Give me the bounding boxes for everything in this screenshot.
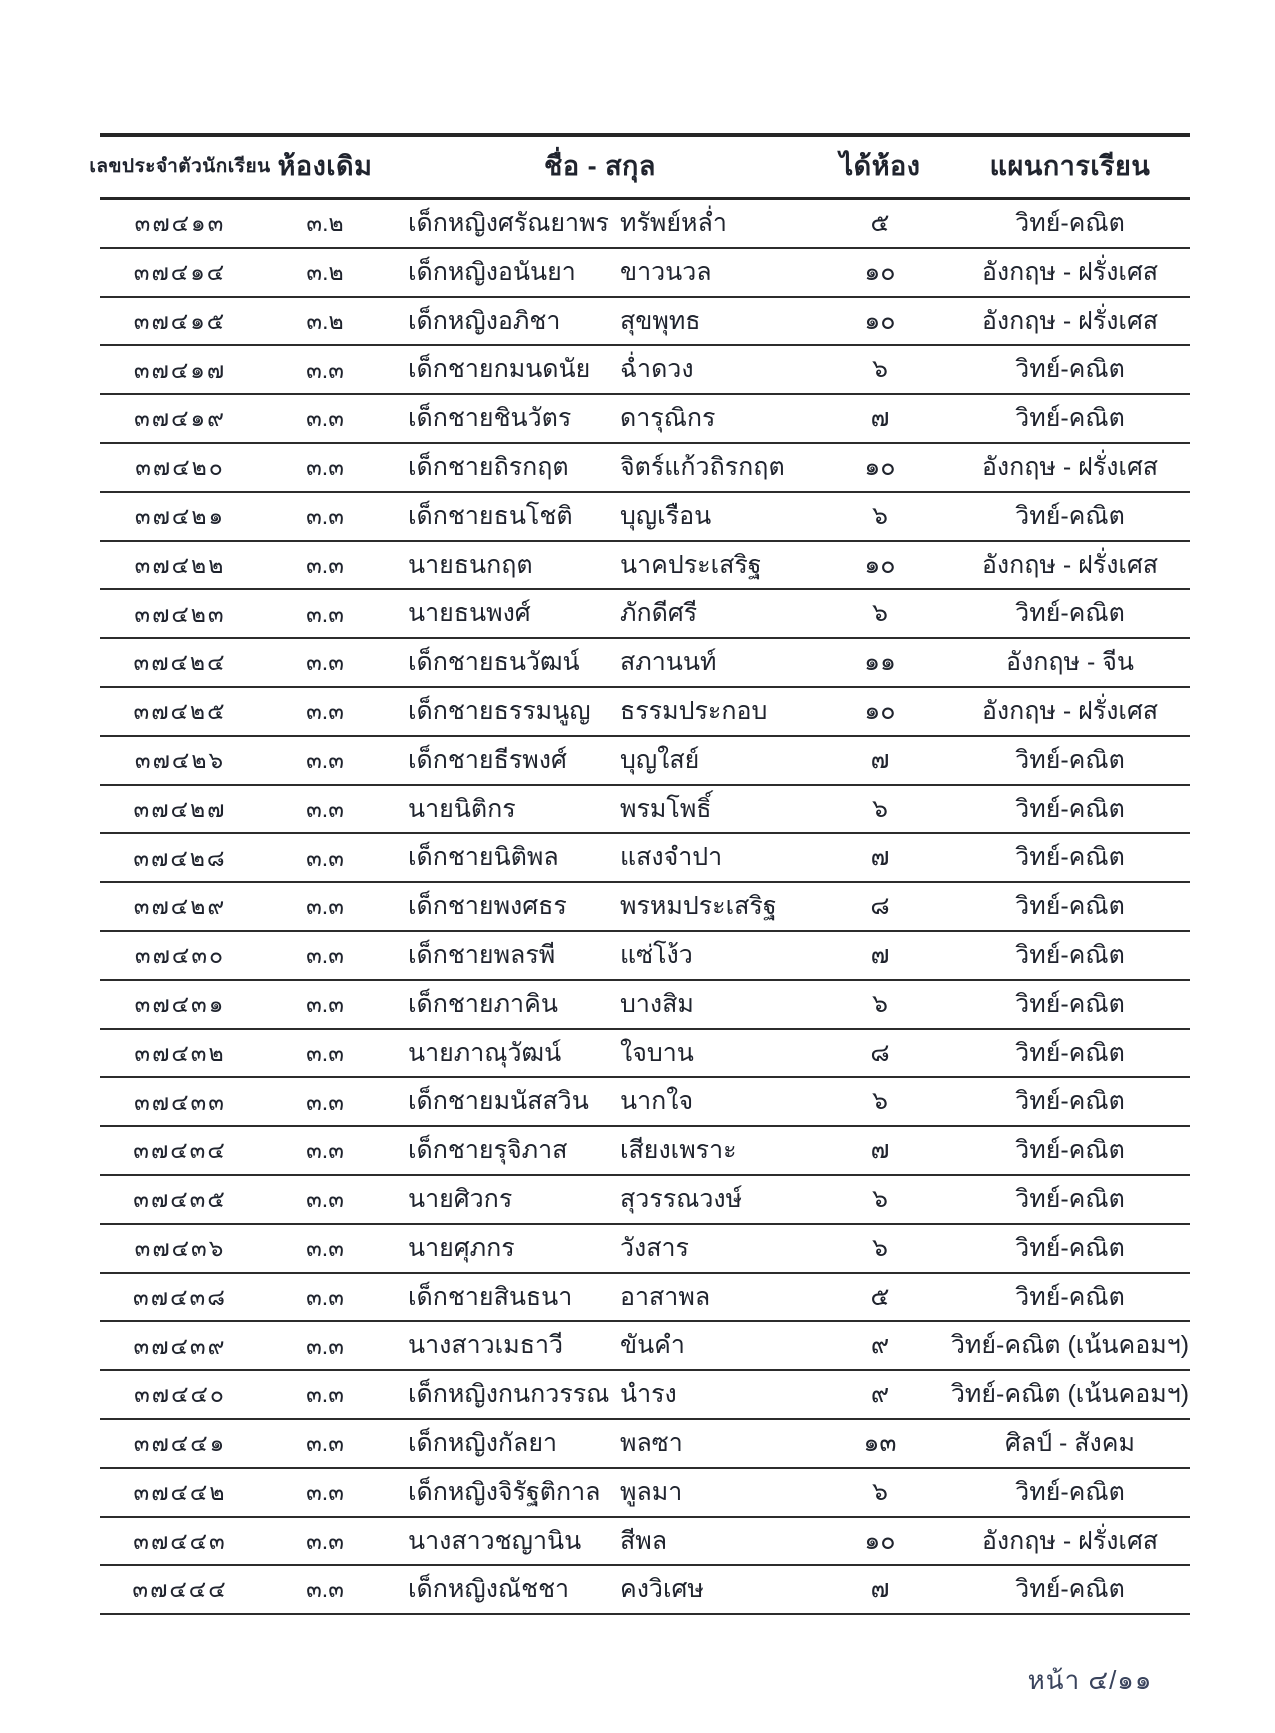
old-room-cell: ๓.๓ [306,1137,344,1164]
study-plan-cell: วิทย์-คณิต [1015,843,1125,872]
study-plan-cell: ศิลป์ - สังคม [1005,1428,1135,1457]
student-id-cell: ๓๗๔๒๔ [133,649,227,676]
old-room-cell: ๓.๓ [306,1430,344,1457]
table-header-row [89,137,1190,200]
table-row [100,737,1190,786]
table-row [100,1371,1190,1420]
last-name-cell: บางสิม [620,989,694,1018]
student-id-cell: ๓๗๔๑๓ [134,210,226,237]
student-id-cell: ๓๗๔๓๖ [134,1234,226,1261]
old-room-cell: ๓.๓ [306,698,344,725]
assigned-room-cell: ๑๐ [864,696,896,725]
first-name-cell: เด็กชายถิรกฤต [408,453,569,481]
study-plan-cell: วิทย์-คณิต [1015,1575,1125,1604]
old-room-cell: ๓.๓ [306,1039,344,1066]
study-plan-cell: วิทย์-คณิต [1015,355,1125,384]
table-row [100,542,1190,591]
student-id-cell: ๓๗๔๔๐ [134,1381,226,1408]
last-name-cell: นำรง [620,1380,677,1409]
assigned-room-cell: ๕ [870,209,890,238]
last-name-cell: แสงจำปา [620,843,723,872]
study-plan-cell: อังกฤษ - ฝรั่งเศส [981,550,1159,579]
old-room-cell: ๓.๓ [306,990,344,1017]
header-assigned-room: ได้ห้อง [839,151,921,182]
last-name-cell: นากใจ [620,1087,694,1116]
old-room-cell: ๓.๒ [306,210,344,237]
first-name-cell: เด็กชายรุจิภาส [408,1136,568,1165]
first-name-cell: เด็กหญิงกนกวรรณ [408,1380,610,1409]
study-plan-cell: วิทย์-คณิต [1015,989,1125,1018]
assigned-room-cell: ๖ [872,794,888,823]
old-room-cell: ๓.๓ [306,1527,344,1554]
last-name-cell: คงวิเศษ [620,1575,704,1604]
assigned-room-cell: ๗ [870,940,890,969]
assigned-room-cell: ๗ [870,843,890,872]
header-old-room: ห้องเดิม [277,151,373,182]
assigned-room-cell: ๑๐ [864,1526,896,1555]
assigned-room-cell: ๗ [870,404,890,433]
study-plan-cell: วิทย์-คณิต [1015,1087,1125,1116]
table-row [100,786,1190,835]
table-row [100,1518,1190,1567]
student-id-cell: ๓๗๔๑๔ [133,258,227,285]
table-row [100,1078,1190,1127]
student-id-cell: ๓๗๔๑๗ [133,356,227,383]
first-name-cell: นางสาวชญานิน [408,1526,582,1555]
student-id-cell: ๓๗๔๔๓ [133,1527,227,1554]
student-id-cell: ๓๗๔๔๑ [133,1430,227,1457]
study-plan-cell: วิทย์-คณิต [1015,1038,1125,1067]
table-row [100,834,1190,883]
table-row [100,1225,1190,1274]
assigned-room-cell: ๖ [872,1184,888,1213]
student-id-cell: ๓๗๔๒๐ [135,454,225,481]
student-id-cell: ๓๗๔๒๘ [133,844,227,871]
page-number: หน้า ๔/๑๑ [1027,1665,1153,1695]
first-name-cell: เด็กหญิงอนันยา [408,257,576,286]
last-name-cell: ขันคำ [620,1331,685,1360]
last-name-cell: พรหมประเสริฐ [620,892,777,921]
old-room-cell: ๓.๓ [306,600,344,627]
header-study-plan: แผนการเรียน [989,151,1151,182]
table-row [100,200,1190,249]
table-row [100,1176,1190,1225]
last-name-cell: พูลมา [620,1477,683,1506]
student-id-cell: ๓๗๔๒๕ [133,698,227,725]
old-room-cell: ๓.๓ [306,1381,344,1408]
old-room-cell: ๓.๓ [306,942,344,969]
first-name-cell: เด็กชายสินธนา [408,1282,573,1311]
old-room-cell: ๓.๓ [306,1332,344,1359]
study-plan-cell: วิทย์-คณิต [1015,892,1125,921]
last-name-cell: พลซา [620,1428,683,1457]
old-room-cell: ๓.๓ [306,454,344,481]
table-row [100,1274,1190,1323]
assigned-room-cell: ๘ [870,892,890,921]
last-name-cell: ฉ่ำดวง [620,355,694,384]
study-plan-cell: วิทย์-คณิต (เน้นคอมฯ) [950,1380,1190,1409]
last-name-cell: สุขพุทธ [620,306,701,335]
study-plan-cell: อังกฤษ - ฝรั่งเศส [981,257,1159,286]
last-name-cell: แซ่โง้ว [620,940,693,969]
first-name-cell: นายภาณุวัฒน์ [408,1038,562,1067]
assigned-room-cell: ๖ [872,1087,888,1116]
study-plan-cell: วิทย์-คณิต [1015,1477,1125,1506]
study-plan-cell: อังกฤษ - จีน [1006,648,1134,677]
first-name-cell: นายนิติกร [408,794,516,823]
first-name-cell: นางสาวเมธาวี [408,1331,564,1360]
student-room-assignment-table [89,133,1190,1615]
first-name-cell: เด็กหญิงจิรัฐติกาล [408,1477,601,1506]
old-room-cell: ๓.๓ [306,405,344,432]
last-name-cell: ดารุณิกร [620,404,716,433]
last-name-cell: พรมโพธิ์ [620,794,712,823]
student-id-cell: ๓๗๔๓๒ [134,1039,226,1066]
table-row [100,981,1190,1030]
table-row [100,590,1190,639]
table-row [100,639,1190,688]
table-row [100,883,1190,932]
assigned-room-cell: ๘ [870,1038,890,1067]
student-id-cell: ๓๗๔๓๙ [133,1332,227,1359]
student-id-cell: ๓๗๔๓๑ [134,990,226,1017]
student-id-cell: ๓๗๔๒๖ [134,746,226,773]
first-name-cell: นายศิวกร [408,1184,513,1213]
last-name-cell: ใจบาน [620,1038,694,1067]
study-plan-cell: อังกฤษ - ฝรั่งเศส [981,1526,1159,1555]
last-name-cell: บุญเรือน [620,501,712,530]
study-plan-cell: วิทย์-คณิต [1015,599,1125,628]
assigned-room-cell: ๖ [872,1233,888,1262]
old-room-cell: ๓.๓ [306,844,344,871]
table-row [100,493,1190,542]
table-row [100,1420,1190,1469]
old-room-cell: ๓.๓ [306,1088,344,1115]
study-plan-cell: วิทย์-คณิต [1015,404,1125,433]
study-plan-cell: อังกฤษ - ฝรั่งเศส [981,696,1159,725]
table-row [100,395,1190,444]
study-plan-cell: วิทย์-คณิต [1015,745,1125,774]
assigned-room-cell: ๙ [870,1331,890,1360]
first-name-cell: เด็กหญิงศรัณยาพร [408,209,609,238]
old-room-cell: ๓.๓ [306,795,344,822]
first-name-cell: เด็กชายธนวัฒน์ [408,648,580,677]
last-name-cell: ทรัพย์หล่ำ [620,209,727,238]
table-row [100,346,1190,395]
student-id-cell: ๓๗๔๓๕ [133,1186,227,1213]
student-id-cell: ๓๗๔๓๓ [134,1088,226,1115]
student-id-cell: ๓๗๔๔๔ [132,1576,228,1603]
study-plan-cell: วิทย์-คณิต [1015,209,1125,238]
table-row [100,932,1190,981]
assigned-room-cell: ๖ [872,355,888,384]
first-name-cell: เด็กชายพงศธร [408,892,567,921]
old-room-cell: ๓.๒ [306,307,344,334]
last-name-cell: จิตร์แก้วถิรกฤต [620,453,785,481]
old-room-cell: ๓.๓ [306,1576,344,1603]
first-name-cell: เด็กชายชินวัตร [408,404,572,433]
old-room-cell: ๓.๓ [306,1186,344,1213]
first-name-cell: เด็กชายพลรพี [408,940,556,969]
study-plan-cell: วิทย์-คณิต [1015,1282,1125,1311]
last-name-cell: เสียงเพราะ [620,1136,737,1165]
study-plan-cell: วิทย์-คณิต [1015,940,1125,969]
student-id-cell: ๓๗๔๒๑ [134,502,226,529]
student-id-cell: ๓๗๔๓๘ [133,1283,227,1310]
study-plan-cell: อังกฤษ - ฝรั่งเศส [981,306,1159,335]
first-name-cell: เด็กชายนิติพล [408,843,559,872]
last-name-cell: ภักดีศรี [620,599,698,628]
old-room-cell: ๓.๓ [306,502,344,529]
study-plan-cell: วิทย์-คณิต [1015,1136,1125,1165]
assigned-room-cell: ๑๐ [864,257,896,286]
last-name-cell: บุญใสย์ [620,745,700,774]
table-row [100,1127,1190,1176]
last-name-cell: สีพล [620,1526,668,1555]
last-name-cell: ขาวนวล [620,257,712,286]
assigned-room-cell: ๑๐ [864,306,896,335]
first-name-cell: นายธนกฤต [408,550,533,579]
assigned-room-cell: ๖ [872,599,888,628]
assigned-room-cell: ๑๑ [864,648,896,677]
last-name-cell: สภานนท์ [620,648,717,677]
table-body [100,200,1190,1615]
student-id-cell: ๓๗๔๓๔ [133,1137,227,1164]
assigned-room-cell: ๑๐ [864,550,896,579]
old-room-cell: ๓.๓ [306,893,344,920]
study-plan-cell: วิทย์-คณิต (เน้นคอมฯ) [950,1331,1190,1360]
first-name-cell: นายศุภกร [408,1233,515,1262]
table-row [100,688,1190,737]
student-id-cell: ๓๗๔๑๕ [133,307,227,334]
old-room-cell: ๓.๓ [306,1283,344,1310]
student-id-cell: ๓๗๔๒๒ [134,551,226,578]
assigned-room-cell: ๕ [870,1282,890,1311]
first-name-cell: เด็กหญิงณัชชา [408,1575,570,1604]
table-row [100,298,1190,347]
table-row [100,444,1190,493]
assigned-room-cell: ๙ [870,1380,890,1409]
old-room-cell: ๓.๓ [306,746,344,773]
table-row [100,1030,1190,1079]
header-student-id: เลขประจำตัวนักเรียน [89,156,271,178]
table-row [100,1469,1190,1518]
study-plan-cell: วิทย์-คณิต [1015,1233,1125,1262]
student-id-cell: ๓๗๔๒๗ [133,795,227,822]
old-room-cell: ๓.๓ [306,1478,344,1505]
assigned-room-cell: ๗ [870,1136,890,1165]
student-id-cell: ๓๗๔๓๐ [134,942,226,969]
assigned-room-cell: ๖ [872,501,888,530]
last-name-cell: วังสาร [620,1233,689,1262]
student-id-cell: ๓๗๔๒๓ [134,600,226,627]
study-plan-cell: วิทย์-คณิต [1015,501,1125,530]
first-name-cell: เด็กหญิงอภิชา [408,306,561,335]
old-room-cell: ๓.๓ [306,1234,344,1261]
assigned-room-cell: ๗ [870,745,890,774]
table-row [100,1322,1190,1371]
first-name-cell: เด็กชายธนโชติ [408,501,573,530]
last-name-cell: ธรรมประกอบ [620,696,768,725]
old-room-cell: ๓.๓ [306,551,344,578]
old-room-cell: ๓.๒ [306,258,344,285]
first-name-cell: นายธนพงศ์ [408,599,531,628]
first-name-cell: เด็กชายภาคิน [408,989,558,1018]
first-name-cell: เด็กชายกมนดนัย [408,355,591,384]
table-row [100,249,1190,298]
old-room-cell: ๓.๓ [306,356,344,383]
last-name-cell: สุวรรณวงษ์ [620,1184,743,1213]
first-name-cell: เด็กชายธีรพงศ์ [408,745,567,774]
first-name-cell: เด็กชายมนัสสวิน [408,1087,589,1116]
old-room-cell: ๓.๓ [306,649,344,676]
assigned-room-cell: ๖ [872,1477,888,1506]
student-id-cell: ๓๗๔๑๙ [134,405,226,432]
study-plan-cell: อังกฤษ - ฝรั่งเศส [981,453,1159,481]
assigned-room-cell: ๗ [870,1575,890,1604]
study-plan-cell: วิทย์-คณิต [1015,794,1125,823]
first-name-cell: เด็กหญิงกัลยา [408,1428,558,1457]
student-id-cell: ๓๗๔๔๒ [133,1478,227,1505]
assigned-room-cell: ๖ [872,989,888,1018]
last-name-cell: นาคประเสริฐ [620,550,762,579]
last-name-cell: อาสาพล [620,1282,711,1311]
header-name-surname: ชื่อ - สกุล [544,151,656,182]
first-name-cell: เด็กชายธรรมนูญ [408,696,591,725]
student-id-cell: ๓๗๔๒๙ [133,893,227,920]
assigned-room-cell: ๑๐ [864,453,896,481]
table-row [100,1566,1190,1615]
study-plan-cell: วิทย์-คณิต [1015,1184,1125,1213]
assigned-room-cell: ๑๓ [863,1428,897,1457]
